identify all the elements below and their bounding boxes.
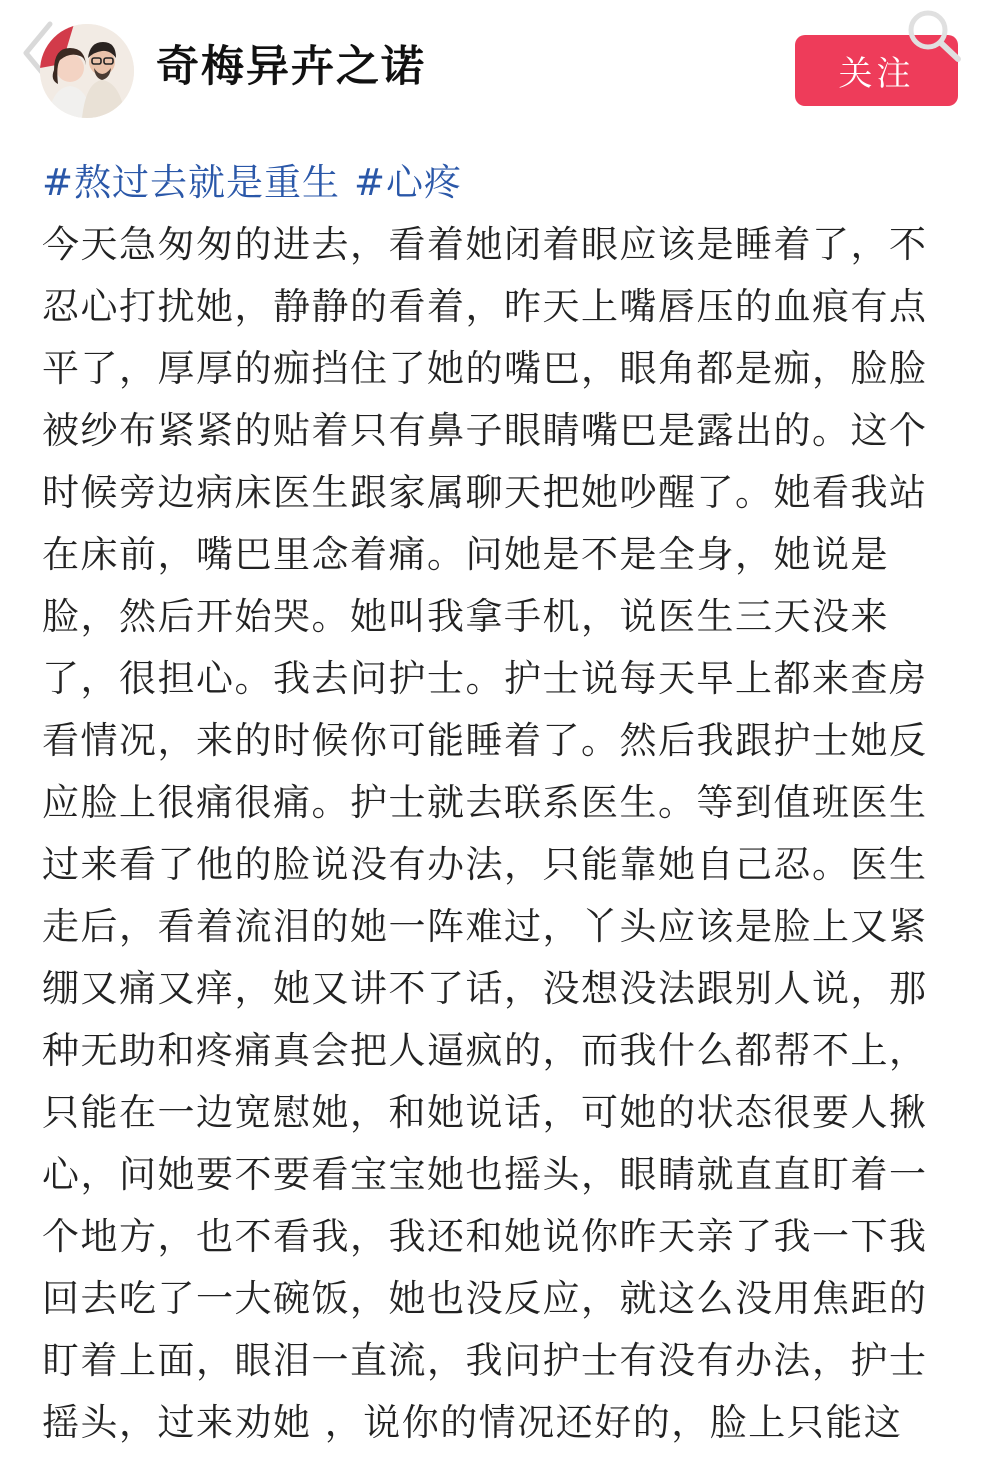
post-text-line: 种无助和疼痛真会把人逼疯的，而我什么都帮不上，	[42, 1029, 928, 1072]
post-text-line: 走后，看着流泪的她一阵难过，丫头应该是脸上又紧	[42, 905, 928, 948]
post-text-line: 只能在一边宽慰她，和她说话，可她的状态很要人揪	[42, 1091, 928, 1134]
post-text-line: 看情况，来的时候你可能睡着了。然后我跟护士她反	[42, 719, 928, 762]
avatar[interactable]	[40, 24, 134, 118]
post-text-line: 过来看了他的脸说没有办法，只能靠她自己忍。医生	[42, 843, 928, 886]
couple-photo-avatar	[40, 24, 134, 118]
post-text-line: 绷又痛又痒，她又讲不了话，没想没法跟别人说，那	[42, 967, 928, 1010]
post-text-line: 忍心打扰她，静静的看着，昨天上嘴唇压的血痕有点	[42, 285, 928, 328]
post-text-line: 回去吃了一大碗饭，她也没反应，就这么没用焦距的	[42, 1277, 928, 1320]
follow-button[interactable]: 关注	[795, 35, 958, 106]
post-header	[0, 0, 1000, 140]
author-name[interactable]: 奇梅异卉之诺	[156, 42, 426, 92]
hashtag-link[interactable]: #心疼	[354, 161, 463, 204]
search-icon[interactable]	[900, 4, 966, 70]
hashtag-link[interactable]: #熬过去就是重生	[42, 161, 341, 204]
post-text-line: 摇头，过来劝她 ，说你的情况还好的，脸上只能这	[42, 1401, 903, 1444]
post-text-line: 应脸上很痛很痛。护士就去联系医生。等到值班医生	[42, 781, 928, 824]
post-text-line: 在床前，嘴巴里念着痛。问她是不是全身，她说是	[42, 533, 889, 576]
post-text-line: 今天急匆匆的进去，看着她闭着眼应该是睡着了，不	[42, 223, 928, 266]
post-text-line: 心，问她要不要看宝宝她也摇头，眼睛就直直盯着一	[42, 1153, 928, 1196]
post-text-line: 脸，然后开始哭。她叫我拿手机，说医生三天没来	[42, 595, 889, 638]
post-text-line: 平了，厚厚的痂挡住了她的嘴巴，眼角都是痂，脸脸	[42, 347, 928, 390]
post-content	[42, 152, 947, 1454]
post-text-line: 盯着上面，眼泪一直流，我问护士有没有办法，护士	[42, 1339, 928, 1382]
post-text-line: 被纱布紧紧的贴着只有鼻子眼睛嘴巴是露出的。这个	[42, 409, 928, 452]
post-text-line: 时候旁边病床医生跟家属聊天把她吵醒了。她看我站	[42, 471, 928, 514]
post-text-line: 个地方，也不看我，我还和她说你昨天亲了我一下我	[42, 1215, 928, 1258]
post-text-line: 了，很担心。我去问护士。护士说每天早上都来查房	[42, 657, 928, 700]
hashtag-row	[42, 152, 947, 214]
